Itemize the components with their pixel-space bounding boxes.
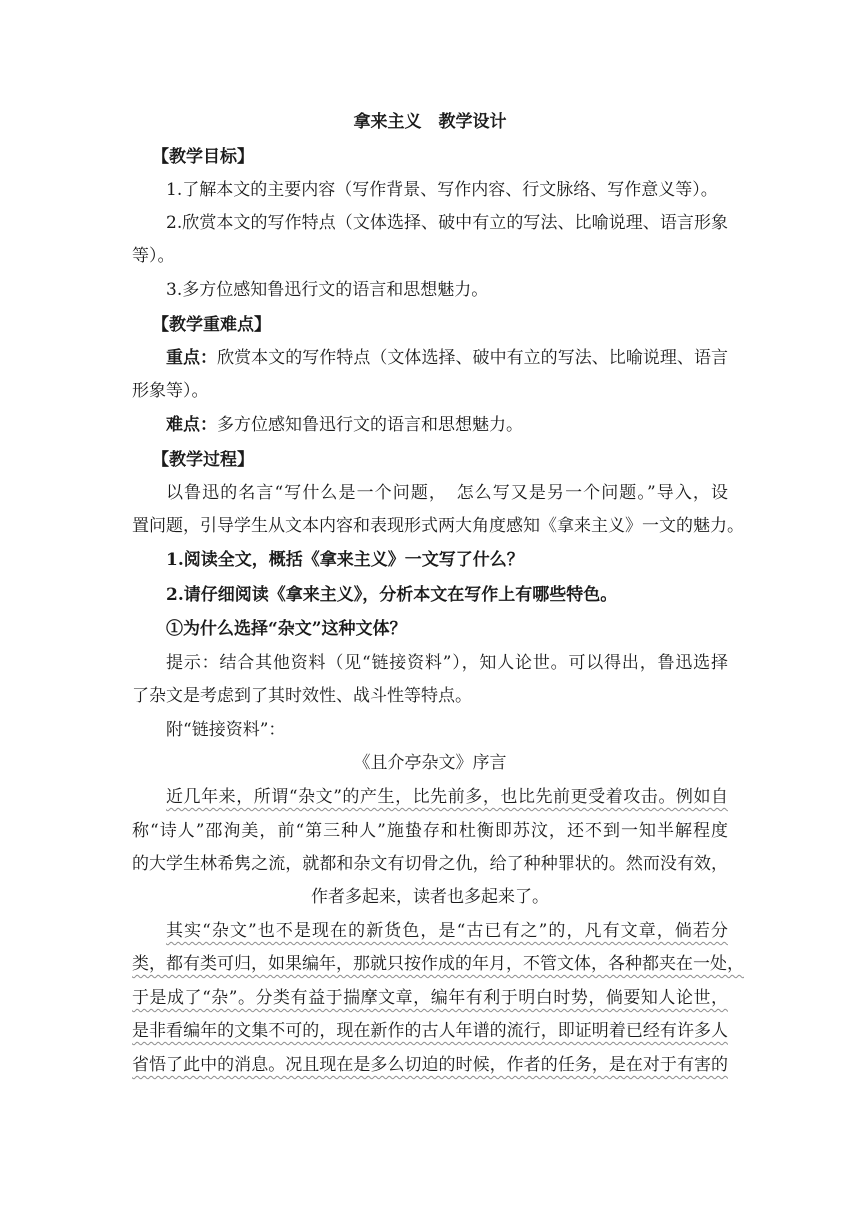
preface-p2-line-1 xyxy=(166,919,728,943)
difficulty-line xyxy=(166,413,728,437)
preface-p1-line-2: 称“诗人”邵洵美，前“第三种人”施蛰存和杜衡即苏汶，还不到一知半解程度 xyxy=(132,821,728,841)
preface-p1-line-1-text: 近几年来，所谓“杂文”的产生，比先前多，也比先前更受着攻击。例如自 xyxy=(166,787,728,807)
preface-p1-line-4: 作者多起来，读者也多起来了。 xyxy=(311,887,549,907)
question-2: 2.请仔细阅读《拿来主义》，分析本文在写作上有哪些特色。 xyxy=(166,585,618,605)
preface-p1-line-1 xyxy=(166,785,728,809)
section-heading-objectives: 【教学目标】 xyxy=(152,147,254,167)
preface-p1-line-3: 的大学生林希隽之流，就都和杂文有切骨之仇，给了种种罪状的。然而没有效， xyxy=(132,854,728,874)
key-point-label: 重点： xyxy=(166,348,218,368)
section-heading-key-points: 【教学重难点】 xyxy=(152,315,271,335)
intro-line-1: 以鲁迅的名言“写什么是一个问题， 怎么写又是另一个问题。”导入，设 xyxy=(166,483,728,503)
question-1: 1.阅读全文，概括《拿来主义》一文写了什么？ xyxy=(166,550,524,570)
objective-1: 1.了解本文的主要内容（写作背景、写作内容、行文脉络、写作意义等）。 xyxy=(166,180,718,200)
preface-title: 《且介亭杂文》序言 xyxy=(353,753,507,773)
hint-line-2: 了杂文是考虑到了其时效性、战斗性等特点。 xyxy=(132,686,472,706)
objective-3: 3.多方位感知鲁迅行文的语言和思想魅力。 xyxy=(166,280,489,300)
key-point-text: 欣赏本文的写作特点（文体选择、破中有立的写法、比喻说理、语言 xyxy=(217,348,728,368)
preface-p2-line-5-text: 省悟了此中的消息。况且现在是多么切迫的时候，作者的任务，是在对于有害的 xyxy=(132,1055,728,1075)
objective-2-line-1: 2.欣赏本文的写作特点（文体选择、破中有立的写法、比喻说理、语言形象 xyxy=(166,213,728,233)
question-2-sub-1: ①为什么选择“杂文”这种文体？ xyxy=(166,619,407,639)
preface-p2-line-2-text: 类，都有类可归，如果编年，那就只按作成的年月，不管文体，各种都夹在一处， xyxy=(132,954,744,974)
preface-p2-line-3-text: 于是成了“杂”。分类有益于揣摩文章，编年有利于明白时势，倘要知人论世， xyxy=(132,988,728,1008)
attachment-label: 附“链接资料”： xyxy=(166,720,286,740)
section-heading-process: 【教学过程】 xyxy=(152,450,254,470)
intro-line-2: 置问题，引导学生从文本内容和表现形式两大角度感知《拿来主义》一文的魅力。 xyxy=(132,516,744,536)
objective-2-line-2: 等）。 xyxy=(132,246,175,266)
difficulty-text: 多方位感知鲁迅行文的语言和思想魅力。 xyxy=(217,415,523,435)
preface-p2-line-3 xyxy=(132,986,728,1010)
preface-p2-line-4 xyxy=(132,1019,728,1043)
preface-p2-line-2 xyxy=(132,952,744,976)
key-point-line-2: 形象等）。 xyxy=(132,381,209,401)
document-title: 拿来主义 教学设计 xyxy=(353,112,507,132)
preface-p2-line-4-text: 是非看编年的文集不可的，现在新作的古人年谱的流行，即证明着已经有许多人 xyxy=(132,1021,728,1041)
preface-p2-line-1-text: 其实“杂文”也不是现在的新货色，是“古已有之”的，凡有文章，倘若分 xyxy=(166,921,728,941)
preface-p2-line-5 xyxy=(132,1053,728,1077)
difficulty-label: 难点： xyxy=(166,415,217,435)
hint-line-1: 提示：结合其他资料（见“链接资料”），知人论世。可以得出，鲁迅选择 xyxy=(166,653,728,673)
key-point-line-1 xyxy=(166,346,728,370)
